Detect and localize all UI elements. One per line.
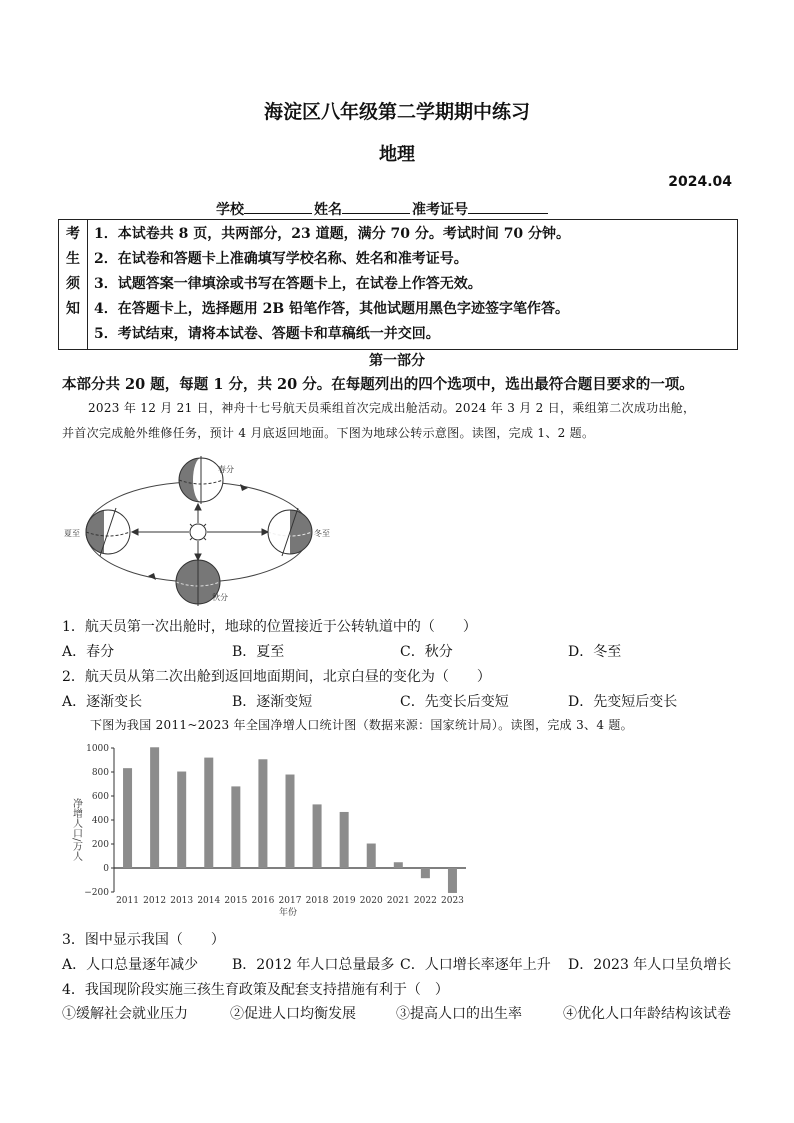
x-tick-label: 2021 <box>386 896 410 906</box>
q1-option-c[interactable]: C．秋分 <box>400 644 453 660</box>
x-tick-label: 2019 <box>332 896 356 906</box>
notice-items <box>88 220 738 350</box>
notice-label <box>59 220 88 350</box>
q1-option-d[interactable]: D．冬至 <box>568 644 622 660</box>
exam-date: 2024.04 <box>668 174 732 190</box>
notice-label-char: 知 <box>66 301 80 317</box>
earth-orbit-diagram <box>62 448 332 610</box>
y-tick-label: 0 <box>103 864 109 874</box>
notice-label-char: 须 <box>66 276 80 292</box>
chart-ylabel: 净增人口/万人 <box>70 798 82 862</box>
exam-id-label: 准考证号 <box>412 202 468 218</box>
population-bar-chart <box>62 738 482 918</box>
bar-2021 <box>394 862 403 868</box>
q2-option-c[interactable]: C．先变长后变短 <box>400 694 509 710</box>
exam-id-blank[interactable] <box>468 199 548 214</box>
q2-option-d[interactable]: D．先变短后变长 <box>568 694 678 710</box>
question-1-stem: 1．航天员第一次出舱时，地球的位置接近于公转轨道中的（ ） <box>62 619 477 635</box>
x-tick-label: 2014 <box>197 896 221 906</box>
passage2: 下图为我国 2011~2023 年全国净增人口统计图（数据来源：国家统计局）。读图，完成 3、4 题。 <box>90 718 633 732</box>
x-tick-label: 2020 <box>359 896 383 906</box>
label-autumn: 秋分 <box>212 593 228 602</box>
q1-option-a[interactable]: A．春分 <box>62 644 115 660</box>
x-tick-label: 2016 <box>251 896 275 906</box>
y-tick-label: −200 <box>84 888 109 898</box>
x-tick-label: 2023 <box>441 896 464 906</box>
info-fields <box>216 199 550 219</box>
q3-option-a[interactable]: A．人口总量逐年减少 <box>62 957 199 973</box>
notice-item: 4．在答题卡上，选择题用 2B 铅笔作答，其他试题用黑色字迹签字笔作答。 <box>94 301 570 317</box>
q2-option-b[interactable]: B．逐渐变短 <box>232 694 313 710</box>
subject-title: 地理 <box>379 144 415 165</box>
school-blank[interactable] <box>244 199 312 214</box>
label-spring: 春分 <box>218 465 234 474</box>
chart-xlabel: 年份 <box>278 908 298 918</box>
name-blank[interactable] <box>342 199 410 214</box>
notice-label-char: 考 <box>66 226 80 242</box>
part-instruction: 本部分共 20 题，每题 1 分，共 20 分。在每题列出的四个选项中，选出最符合题目要求的一项。 <box>62 376 694 393</box>
bar-2011 <box>123 768 132 868</box>
x-tick-label: 2018 <box>305 896 329 906</box>
y-tick-label: 200 <box>91 840 109 850</box>
bar-2019 <box>340 812 349 868</box>
y-tick-label: 800 <box>91 768 109 778</box>
notice-item: 3．试题答案一律填涂或书写在答题卡上，在试卷上作答无效。 <box>94 276 482 292</box>
y-tick-label: 1000 <box>86 744 109 754</box>
label-winter: 冬至 <box>314 529 330 538</box>
passage1-line: 并首次完成舱外维修任务，预计 4 月底返回地面。下图为地球公转示意图。读图，完成 1、2 题。 <box>62 426 595 440</box>
bar-2022 <box>421 868 430 878</box>
y-tick-label: 600 <box>91 792 109 802</box>
x-tick-label: 2015 <box>224 896 248 906</box>
q3-option-b[interactable]: B．2012 年人口总量最多 <box>232 957 395 973</box>
q3-option-c[interactable]: C．人口增长率逐年上升 <box>400 957 551 973</box>
name-label: 姓名 <box>314 202 342 218</box>
question-4-stem: 4．我国现阶段实施三孩生育政策及配套支持措施有利于（ ） <box>62 982 449 998</box>
bar-2017 <box>286 775 295 868</box>
x-tick-label: 2012 <box>143 896 167 906</box>
school-label: 学校 <box>216 202 244 218</box>
x-tick-label: 2011 <box>116 896 139 906</box>
notice-box <box>58 219 738 350</box>
bar-2013 <box>177 772 186 868</box>
part-title: 第一部分 <box>369 353 425 369</box>
bar-2012 <box>150 747 159 868</box>
bar-2020 <box>367 844 376 868</box>
notice-item: 5．考试结束，请将本试卷、答题卡和草稿纸一并交回。 <box>94 326 440 342</box>
q4-option-3[interactable]: ③提高人口的出生率 <box>396 1006 522 1022</box>
notice-label-char: 生 <box>66 251 80 267</box>
q4-option-1[interactable]: ①缓解社会就业压力 <box>62 1006 188 1022</box>
bar-2016 <box>258 759 267 868</box>
q4-option-2[interactable]: ②促进人口均衡发展 <box>230 1006 356 1022</box>
bar-2023 <box>448 868 457 893</box>
x-tick-label: 2013 <box>170 896 194 906</box>
bar-2014 <box>204 758 213 868</box>
sun-icon <box>186 520 210 544</box>
bar-2015 <box>231 786 240 868</box>
question-3-stem: 3．图中显示我国（ ） <box>62 932 225 948</box>
q3-option-d[interactable]: D．2023 年人口呈负增长 <box>568 957 732 973</box>
notice-item: 2．在试卷和答题卡上准确填写学校名称、姓名和准考证号。 <box>94 251 468 267</box>
page-title: 海淀区八年级第二学期期中练习 <box>263 101 530 123</box>
bar-2018 <box>313 804 322 868</box>
x-tick-label: 2022 <box>413 896 437 906</box>
notice-item: 1．本试卷共 8 页，共两部分，23 道题，满分 70 分。考试时间 70 分钟。 <box>94 226 571 242</box>
q2-option-a[interactable]: A．逐渐变长 <box>62 694 143 710</box>
x-tick-label: 2017 <box>278 896 302 906</box>
passage1-line: 2023 年 12 月 21 日，神舟十七号航天员乘组首次完成出舱活动。2024 年 3 月 2 日，乘组第二次成功出舱， <box>88 401 696 415</box>
question-2-stem: 2．航天员从第二次出舱到返回地面期间，北京白昼的变化为（ ） <box>62 669 491 685</box>
q4-option-4[interactable]: ④优化人口年龄结构该试卷 <box>563 1006 731 1022</box>
y-tick-label: 400 <box>91 816 109 826</box>
q1-option-b[interactable]: B．夏至 <box>232 644 285 660</box>
label-summer: 夏至 <box>64 529 80 538</box>
